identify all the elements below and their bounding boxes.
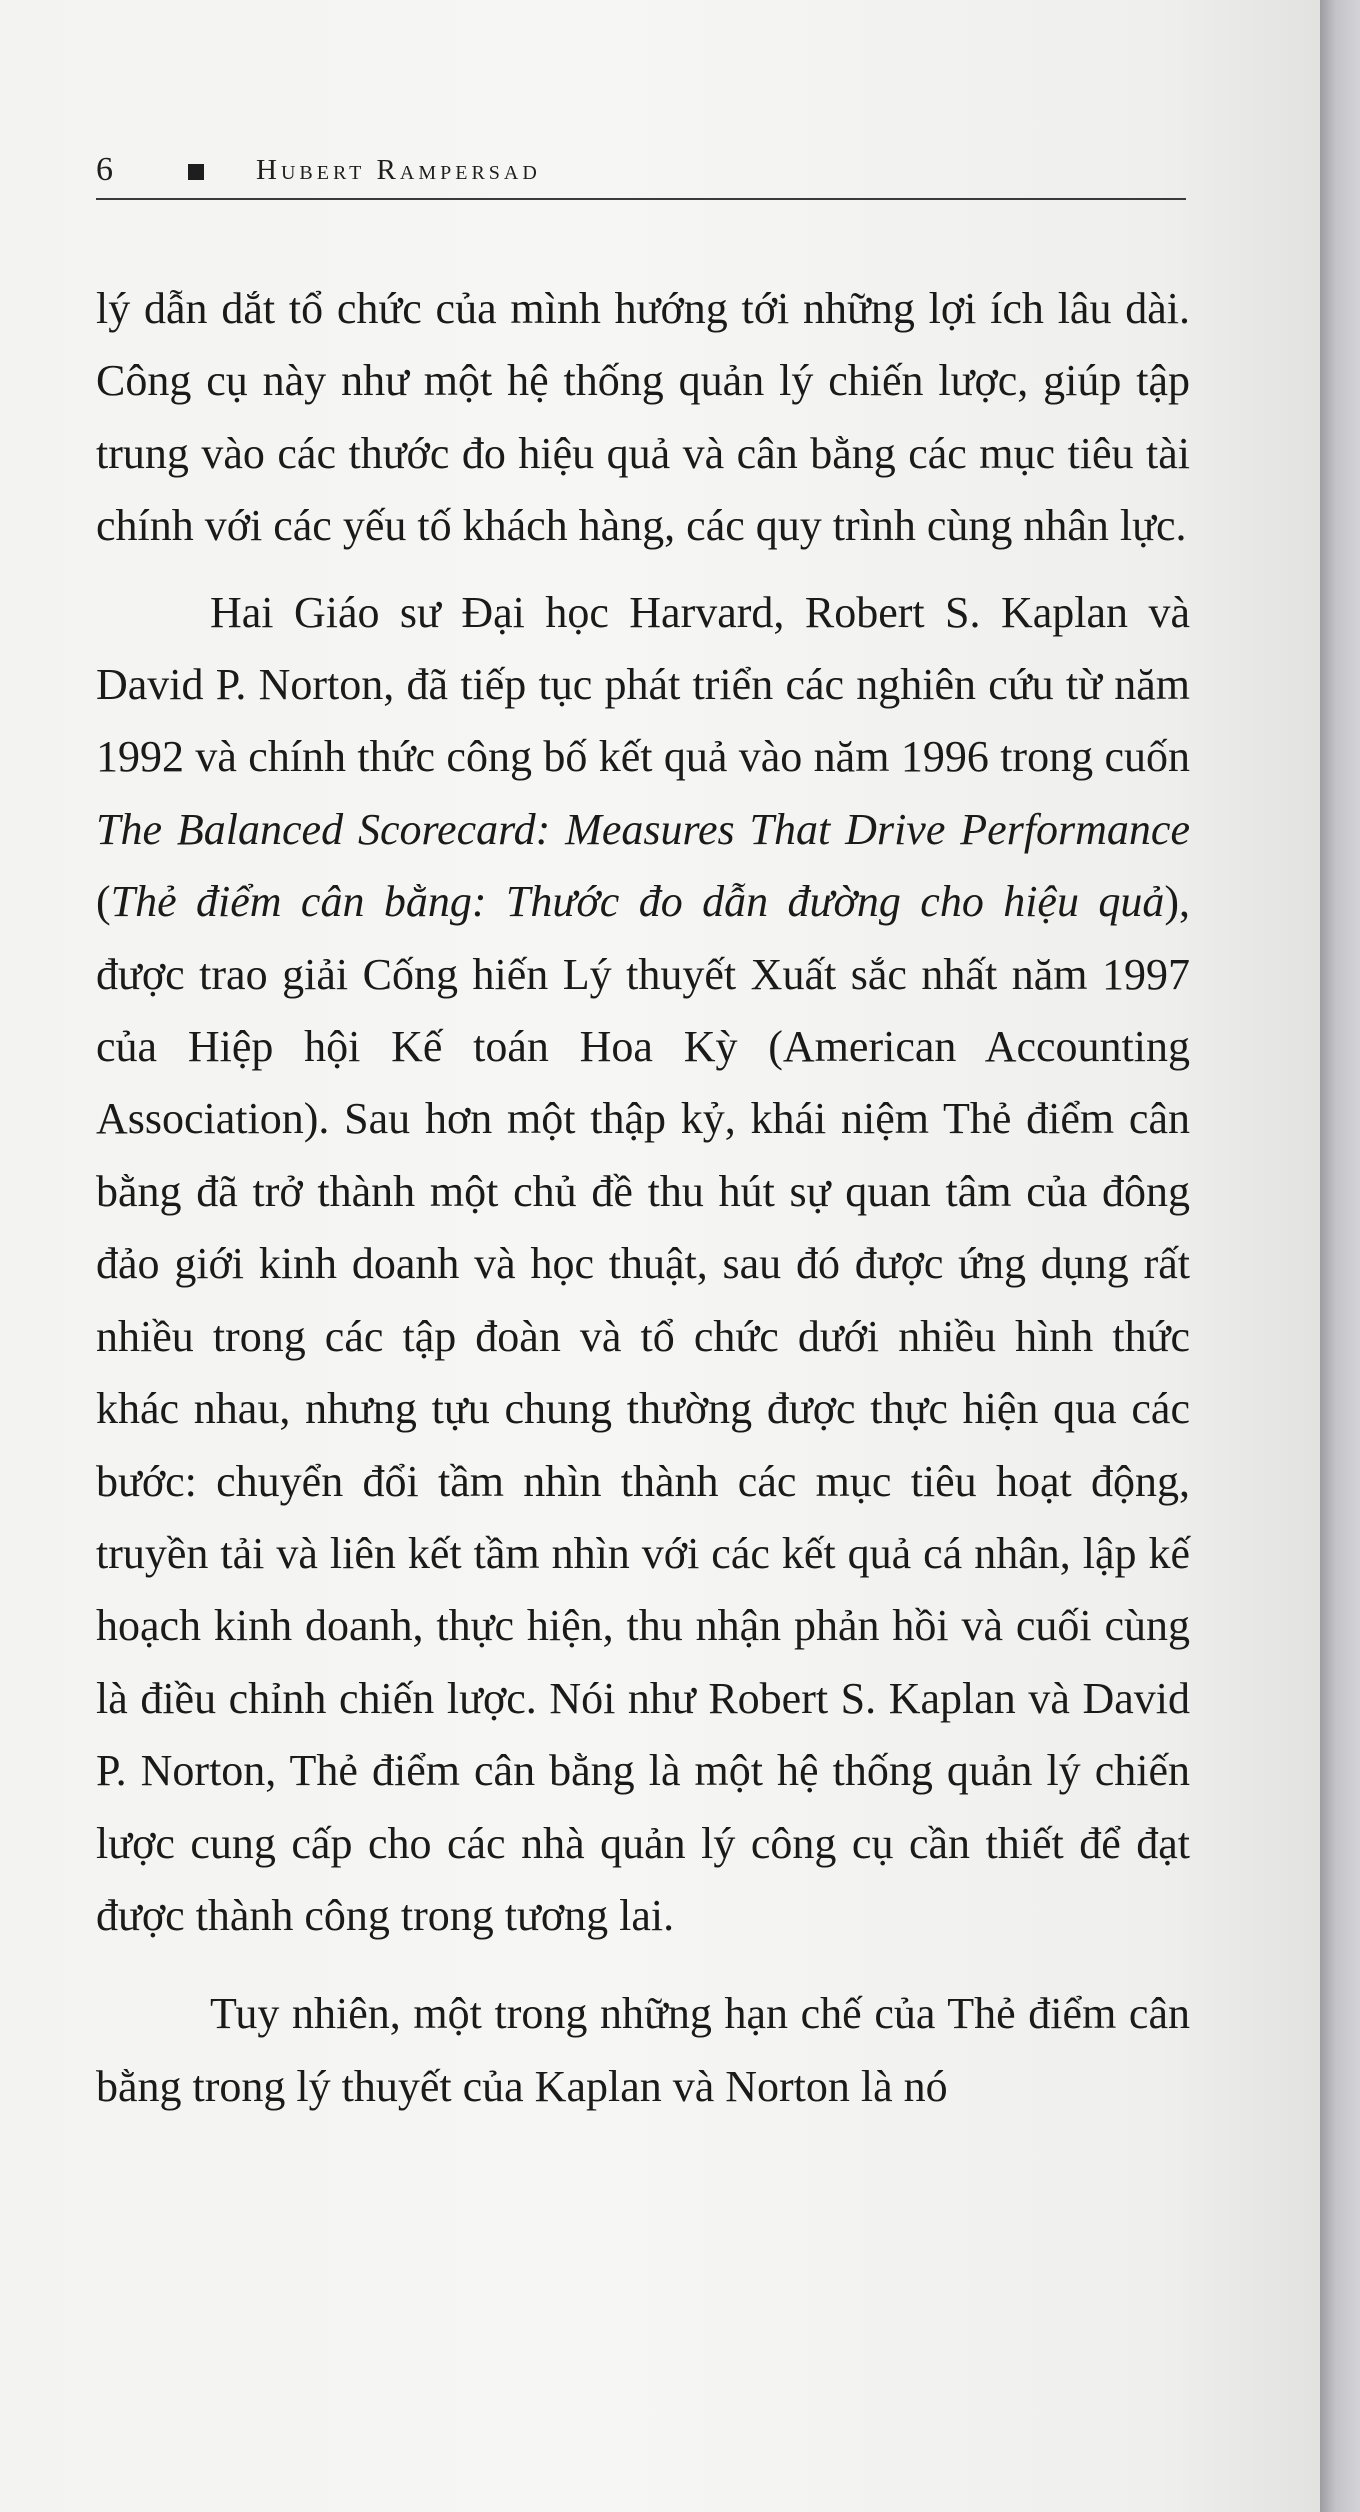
- body-text: [96, 273, 1190, 2123]
- running-header: [96, 150, 1186, 200]
- running-head-author: Hubert Rampersad: [256, 154, 541, 186]
- square-bullet-icon: [188, 164, 204, 180]
- book-title-english: The Balanced Scorecard: Measures That Drive Performance: [96, 804, 1190, 854]
- book-title-vietnamese: Thẻ điểm cân bằng: Thước đo dẫn đường cho hiệu quả: [110, 877, 1165, 927]
- paragraph-1: lý dẫn dắt tổ chức của mình hướng tới những lợi ích lâu dài. Công cụ này như một hệ thống quản lý chiến lược, giúp tập trung vào các thước đo hiệu quả và cân bằng các mục tiêu tài chính với các yếu tố khách hàng, các quy trình cùng nhân lực.: [96, 284, 1190, 551]
- paragraph-2-part-c: ), được trao giải Cống hiến Lý thuyết Xuất sắc nhất năm 1997 của Hiệp hội Kế toán Hoa Kỳ (American Accounting Association). Sau hơn một thập kỷ, khái niệm Thẻ điểm cân bằng đã trở thành một chủ đề thu hút sự quan tâm của đông đảo giới kinh doanh và học thuật, sau đó được ứng dụng rất nhiều trong các tập đoàn và tổ chức dưới nhiều hình thức khác nhau, nhưng tựu chung thường được thực hiện qua các bước: chuyển đổi tầm nhìn thành các mục tiêu hoạt động, truyền tải và liên kết tầm nhìn với các kết quả cá nhân, lập kế hoạch kinh doanh, thực hiện, thu nhận phản hồi và cuối cùng là điều chỉnh chiến lược. Nói như Robert S. Kaplan và David P. Norton, Thẻ điểm cân bằng là một hệ thống quản lý chiến lược cung cấp cho các nhà quản lý công cụ cần thiết để đạt được thành công trong tương lai.: [96, 877, 1190, 1940]
- page-number: 6: [96, 151, 113, 188]
- page-edge: [1320, 0, 1360, 2512]
- paragraph-2: [96, 577, 1190, 1953]
- paragraph-2-part-a: Hai Giáo sư Đại học Harvard, Robert S. Kaplan và David P. Norton, đã tiếp tục phát triển các nghiên cứu từ năm 1992 và chính thức công bố kết quả vào năm 1996 trong cuốn: [96, 587, 1190, 782]
- paragraph-2-part-b: (: [96, 877, 111, 927]
- paragraph-3: Tuy nhiên, một trong những hạn chế của Thẻ điểm cân bằng trong lý thuyết của Kaplan và Norton là nó: [96, 1989, 1190, 2111]
